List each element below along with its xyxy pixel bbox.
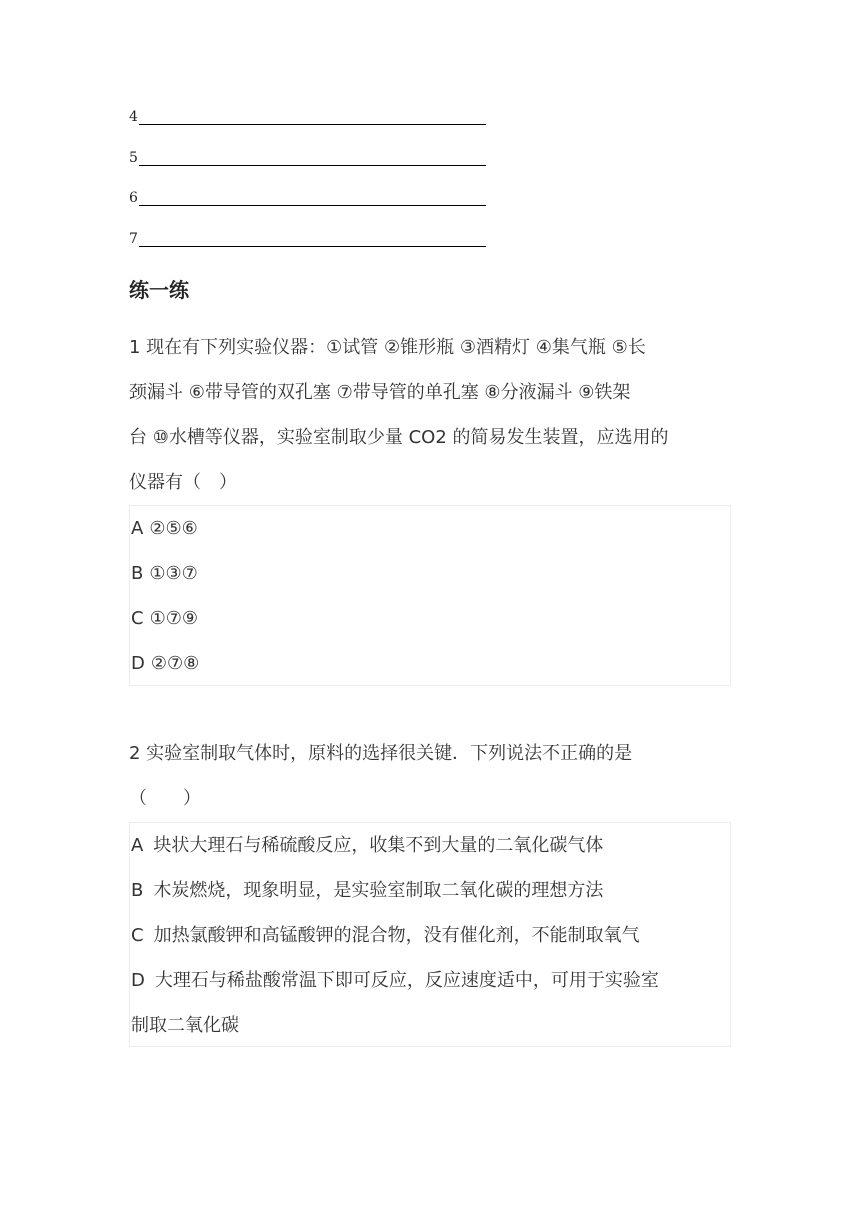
option-d[interactable] [130,641,730,686]
blank-line-number: 6 [129,190,138,206]
option-d-continuation [130,1003,730,1048]
question-text-line: 台 ⑩水槽等仪器，实验室制取少量 CO2 的简易发生装置，应选用的 [129,427,669,448]
option-text: 木炭燃烧，现象明显，是实验室制取二氧化碳的理想方法 [153,880,604,901]
option-text: 制取二氧化碳 [131,1015,239,1036]
option-text: 大理石与稀盐酸常温下即可反应，反应速度适中，可用于实验室 [154,970,659,991]
option-text: ②⑦⑧ [150,653,200,674]
option-letter: C [131,608,144,629]
question-text-line: 2 实验室制取气体时，原料的选择很关键．下列说法不正确的是 [129,743,633,764]
option-letter: A [131,518,144,539]
underline [139,205,486,206]
option-b[interactable] [130,551,730,596]
question-1-text [129,325,733,505]
blank-line-5 [129,150,486,166]
question-2-options [129,822,731,1047]
option-text: 加热氯酸钾和高锰酸钾的混合物，没有催化剂，不能制取氧气 [153,925,640,946]
blank-line-number: 7 [129,231,138,247]
underline [139,124,486,125]
underline [139,246,486,247]
option-letter: B [131,563,144,584]
underline [139,165,486,166]
option-letter: B [131,880,144,901]
option-text: 块状大理石与稀硫酸反应，收集不到大量的二氧化碳气体 [153,835,604,856]
option-text: ①⑦⑨ [149,608,198,629]
blank-line-7 [129,231,486,247]
question-text-line: 仪器有（ ） [129,472,237,493]
blank-line-number: 4 [129,109,138,125]
question-text-line: （ ） [129,788,201,809]
option-letter: C [131,925,144,946]
option-c[interactable] [130,596,730,641]
question-2-text [129,731,733,821]
question-text-line: 1 现在有下列实验仪器：①试管 ②锥形瓶 ③酒精灯 ④集气瓶 ⑤长 [129,337,646,358]
option-a[interactable] [130,823,730,868]
blank-line-4 [129,109,486,125]
option-a[interactable] [130,506,730,551]
blank-line-number: 5 [129,150,138,166]
option-letter: D [131,653,145,674]
option-d[interactable] [130,958,730,1003]
question-text-line: 颈漏斗 ⑥带导管的双孔塞 ⑦带导管的单孔塞 ⑧分液漏斗 ⑨铁架 [129,382,631,403]
option-c[interactable] [130,913,730,958]
option-text: ①③⑦ [149,563,198,584]
question-1-options [129,505,731,686]
option-letter: A [131,835,144,856]
blank-line-6 [129,190,486,206]
option-text: ②⑤⑥ [149,518,198,539]
option-letter: D [131,970,145,991]
section-title: 练一练 [129,278,189,302]
option-b[interactable] [130,868,730,913]
